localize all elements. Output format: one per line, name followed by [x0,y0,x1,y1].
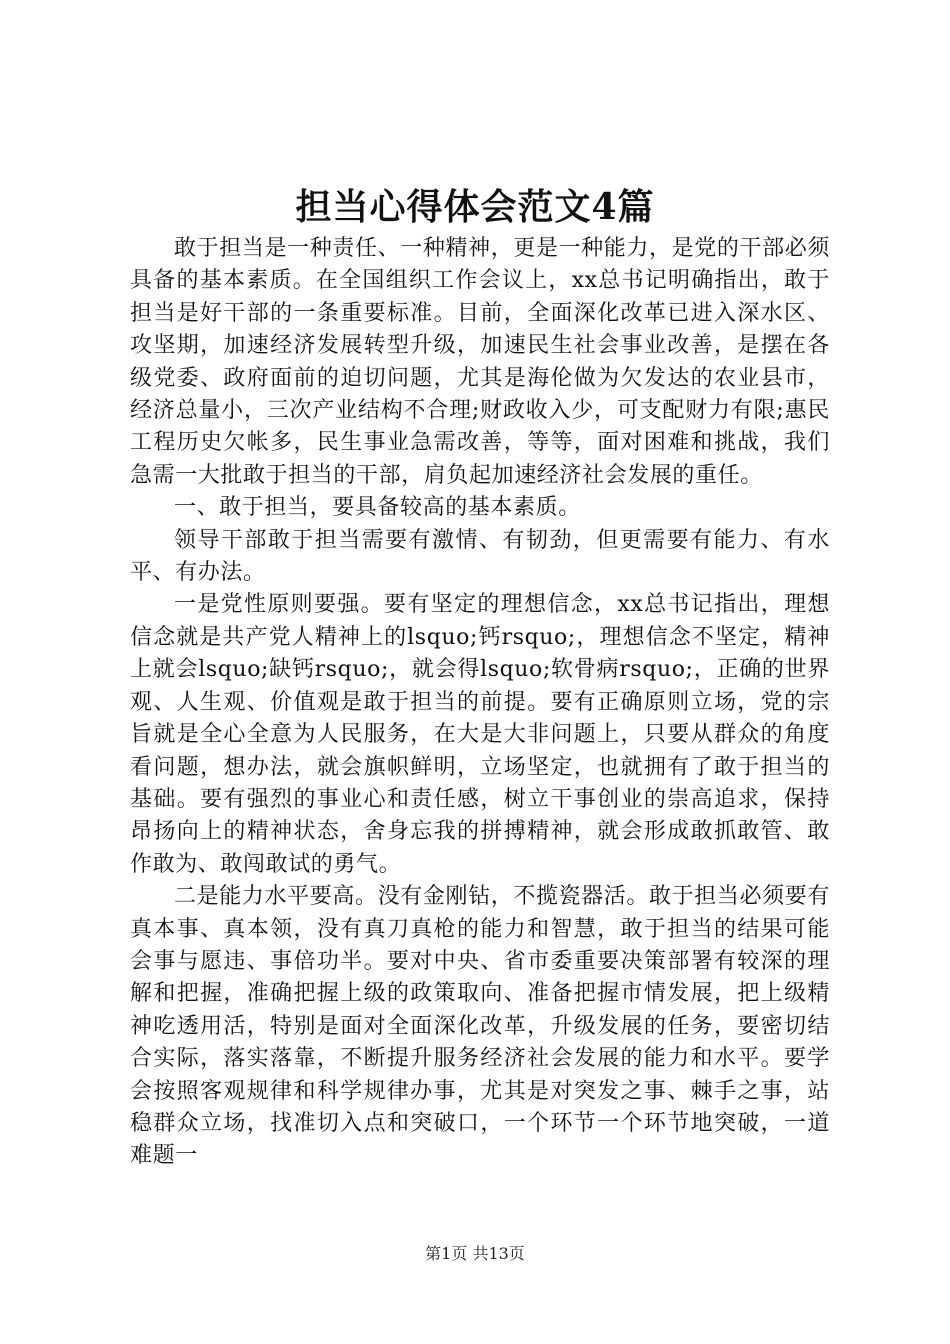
paragraph-leadership: 领导干部敢于担当需要有激情、有韧劲，但更需要有能力、有水平、有办法。 [130,527,830,586]
paragraph-intro: 敢于担当是一种责任、一种精神，更是一种能力，是党的干部必须具备的基本素质。在全国组织工作会议上，xx总书记明确指出，敢于担当是好干部的一条重要标准。目前，全面深化改革已进入深水区、攻坚期，加速经济发展转型升级，加速民生社会事业改善，是摆在各级党委、政府面前的迫切问题，尤其是海伦做为欠发达的农业县市，经济总量小，三次产业结构不合理;财政收入少，可支配财力有限;惠民工程历史欠帐多，民生事业急需改善，等等，面对困难和挑战，我们急需一大批敢于担当的干部，肩负起加速经济社会发展的重任。 [130,236,830,488]
section-heading-1: 一、敢于担当，要具备较高的基本素质。 [174,495,581,521]
document-title: 担当心得体会范文4篇 [295,186,655,228]
paragraph-ability: 二是能力水平要高。没有金刚钻，不揽瓷器活。敢于担当必须要有真本事、真本领，没有真刀真枪的能力和智慧，敢于担当的结果可能会事与愿违、事倍功半。要对中央、省市委重要决策部署有较深的理解和把握，准确把握上级的政策取向、准备把握市情发展，把上级精神吃透用活，特别是面对全面深化改革，升级发展的任务，要密切结合实际，落实落靠，不断提升服务经济社会发展的能力和水平。要学会按照客观规律和科学规律办事，尤其是对突发之事、棘手之事，站稳群众立场，找准切入点和突破口，一个环节一个环节地突破，一道难题一 [130,884,830,1169]
document-body [130,233,830,1173]
paragraph-party-principle: 一是党性原则要强。要有坚定的理想信念，xx总书记指出，理想信念就是共产党人精神上的lsquo;钙rsquo;，理想信念不坚定，精神上就会lsquo;缺钙rsquo;，就会得lsquo;软骨病rsquo;，正确的世界观、人生观、价值观是敢于担当的前提。要有正确原则立场，党的宗旨就是全心全意为人民服务，在大是大非问题上，只要从群众的角度看问题，想办法，就会旗帜鲜明，立场坚定，也就拥有了敢于担当的基础。要有强烈的事业心和责任感，树立干事创业的崇高追求，保持昂扬向上的精神状态，舍身忘我的拼搏精神，就会形成敢抓敢管、敢作敢为、敢闯敢试的勇气。 [130,592,830,877]
page-footer: 第1页 共13页 [425,1244,525,1263]
